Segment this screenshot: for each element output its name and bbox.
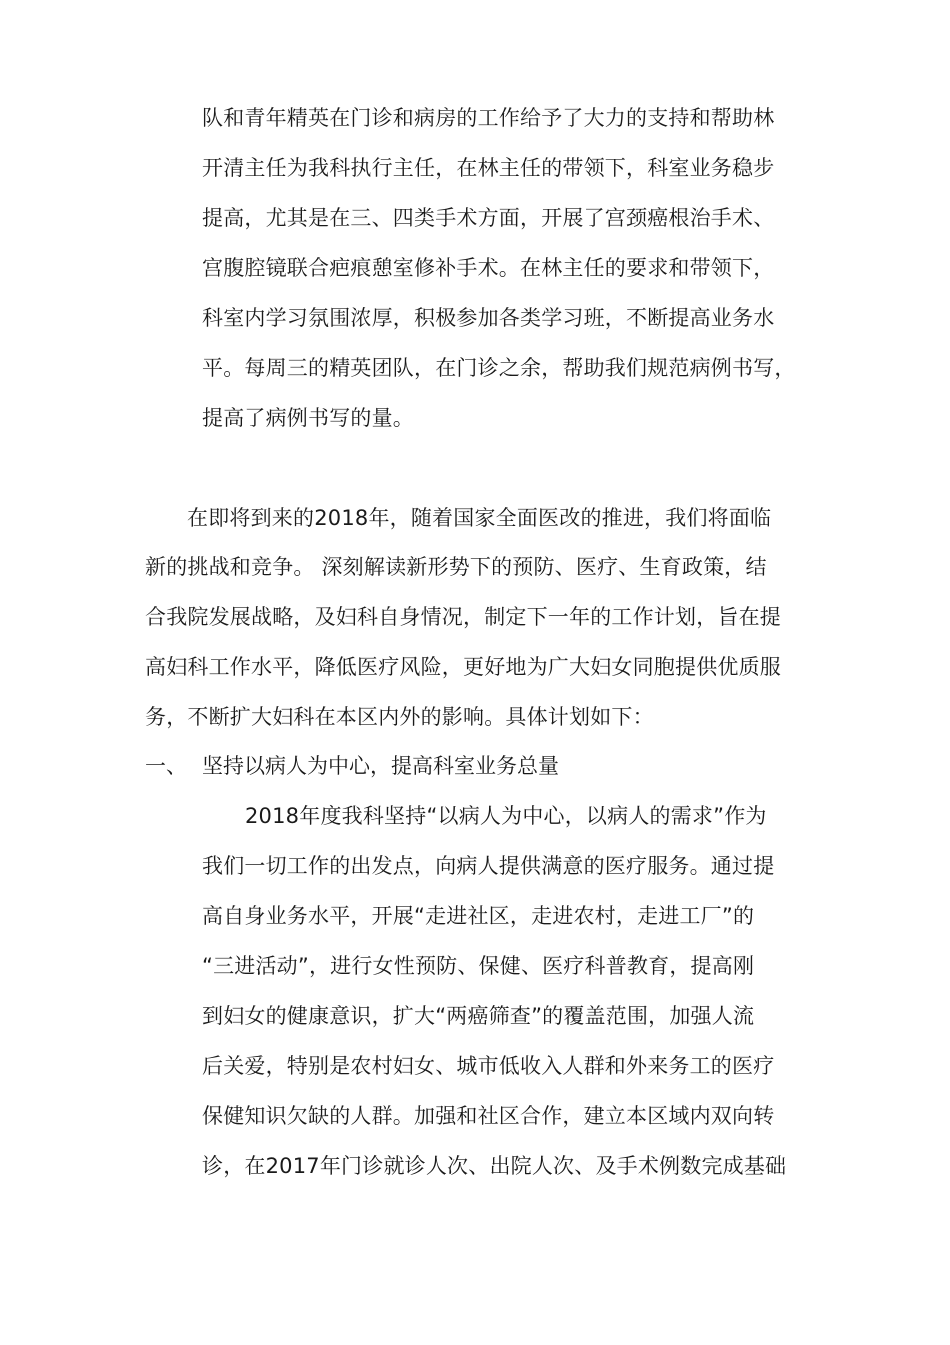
text-line: 宫腹腔镜联合疤痕憩室修补手术。在林主任的要求和带领下， [202,256,775,280]
text-line: 高妇科工作水平，降低医疗风险，更好地为广大妇女同胞提供优质服 [145,655,781,679]
text-line: 队和青年精英在门诊和病房的工作给予了大力的支持和帮助林 [202,106,775,130]
section-number: 一、 [145,754,187,778]
text-line: 高自身业务水平，开展“走进社区，走进农村，走进工厂”的 [202,904,755,928]
text-line: 诊，在2017年门诊就诊人次、出院人次、及手术例数完成基础 [202,1154,787,1178]
text-line: 保健知识欠缺的人群。加强和社区合作，建立本区域内双向转 [202,1104,775,1128]
text-line: 科室内学习氛围浓厚，积极参加各类学习班，不断提高业务水 [202,306,775,330]
text-line: 我们一切工作的出发点，向病人提供满意的医疗服务。通过提 [202,854,775,878]
text-line: 后关爱，特别是农村妇女、城市低收入人群和外来务工的医疗 [202,1054,775,1078]
text-line: 平。每周三的精英团队，在门诊之余，帮助我们规范病例书写， [202,356,796,380]
text-line: 务，不断扩大妇科在本区内外的影响。具体计划如下： [145,705,654,729]
section-title: 坚持以病人为中心，提高科室业务总量 [202,754,559,778]
text-line: 在即将到来的2018年，随着国家全面医改的推进，我们将面临 [187,506,772,530]
text-line: 提高，尤其是在三、四类手术方面，开展了宫颈癌根治手术、 [202,206,775,230]
text-line: 合我院发展战略，及妇科自身情况，制定下一年的工作计划，旨在提 [145,605,781,629]
text-line: 2018年度我科坚持“以病人为中心，以病人的需求”作为 [245,804,767,828]
text-line: 开清主任为我科执行主任，在林主任的带领下，科室业务稳步 [202,156,775,180]
text-line: 新的挑战和竞争。 深刻解读新形势下的预防、医疗、生育政策，结 [145,555,767,579]
text-line: “三进活动”，进行女性预防、保健、医疗科普教育，提高刚 [202,954,755,978]
text-line: 到妇女的健康意识，扩大“两癌筛查”的覆盖范围，加强人流 [202,1004,755,1028]
text-line: 提高了病例书写的量。 [202,406,414,430]
